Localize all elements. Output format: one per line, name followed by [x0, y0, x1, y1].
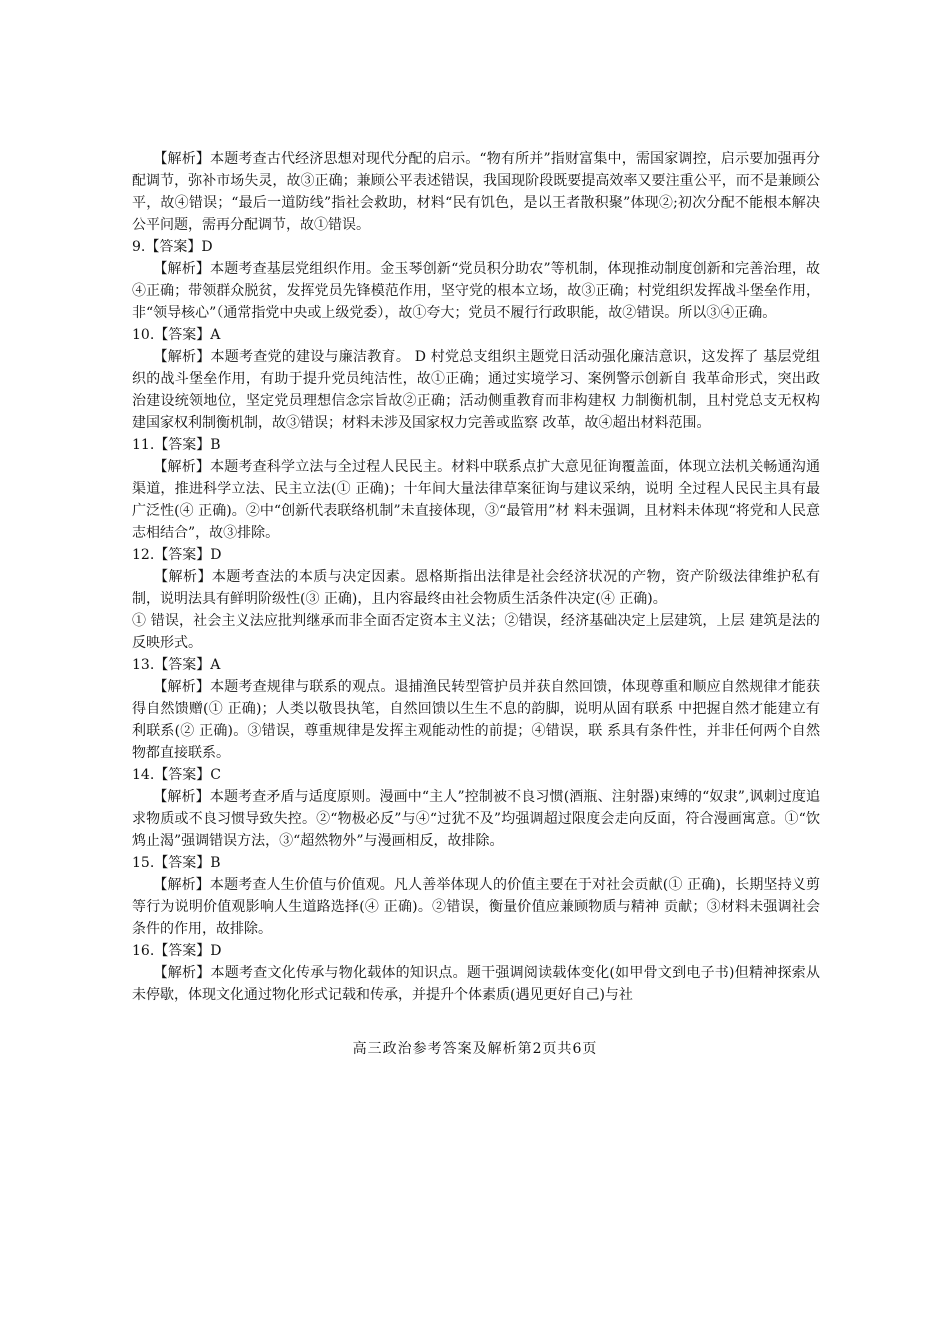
explanation-paragraph: ① 错误，社会主义法应批判继承而非全面否定资本主义法；②错误，经济基础决定上层建筑，上层 建筑是法的反映形式。 — [132, 613, 820, 651]
explanation-paragraph: 【解析】本题考查古代经济思想对现代分配的启示。“物有所并”指财富集中，需国家调控，启示要加强再分配调节，弥补市场失灵，故③正确；兼顾公平表述错误，我国现阶段既要提高效率又要注重公平，而不是兼顾公平，故④错误；“最后一道防线”指社会救助，材料“民有饥色，是以王者散积聚”体现②;初次分配不能根本解决公平问题，需再分配调节，故①错误。 — [132, 151, 820, 233]
answer-line: 15.【答案】B — [132, 855, 221, 871]
answer-line: 12.【答案】D — [132, 547, 222, 563]
answer-line: 13.【答案】A — [132, 657, 221, 673]
answer-key-content — [132, 148, 820, 1006]
explanation-paragraph: 【解析】本题考查法的本质与决定因素。恩格斯指出法律是社会经济状况的产物，资产阶级法律维护私有制，说明法具有鲜明阶级性(③ 正确)，且内容最终由社会物质生活条件决定(④ 正确)。 — [132, 569, 820, 607]
page-footer: 高三政治参考答案及解析第2页共6页 — [352, 1041, 598, 1057]
answer-line: 9.【答案】D — [132, 239, 213, 255]
answer-line: 14.【答案】C — [132, 767, 221, 783]
answer-line: 10.【答案】A — [132, 327, 221, 343]
explanation-paragraph: 【解析】本题考查科学立法与全过程人民民主。材料中联系点扩大意见征询覆盖面，体现立法机关畅通沟通渠道，推进科学立法、民主立法(① 正确)；十年间大量法律草案征询与建议采纳，说明 全过程人民民主具有最广泛性(④ 正确)。②中“创新代表联络机制”未直接体现，③“最管用”材 料未强调，且材料未体现“将党和人民意志相结合”，故③排除。 — [132, 459, 820, 541]
explanation-paragraph: 【解析】本题考查矛盾与适度原则。漫画中“主人”控制被不良习惯(酒瓶、注射器)束缚的“奴隶”,讽刺过度追求物质或不良习惯导致失控。②“物极必反”与④“过犹不及”均强调超过限度会走向反面，符合漫画寓意。①“饮鸩止渴”强调错误方法，③“超然物外”与漫画相反，故排除。 — [132, 789, 820, 849]
answer-line: 11.【答案】B — [132, 437, 221, 453]
explanation-paragraph: 【解析】本题考查基层党组织作用。金玉琴创新“党员积分助农”等机制，体现推动制度创新和完善治理，故④正确；带领群众脱贫，发挥党员先锋模范作用，坚守党的根本立场，故③正确；村党组织发挥战斗堡垒作用，非“领导核心”（通常指党中央或上级党委），故①夸大；党员不履行行政职能，故②错误。所以③④正确。 — [132, 261, 820, 321]
explanation-paragraph: 【解析】本题考查规律与联系的观点。退捕渔民转型管护员并获自然回馈，体现尊重和顺应自然规律才能获得自然馈赠(① 正确)；人类以敬畏执笔，自然回馈以生生不息的韵脚，说明从固有联系 中把握自然才能建立有利联系(② 正确)。③错误，尊重规律是发挥主观能动性的前提；④错误，联 系具有条件性，并非任何两个自然物都直接联系。 — [132, 679, 820, 761]
explanation-paragraph: 【解析】本题考查文化传承与物化载体的知识点。题干强调阅读载体变化(如甲骨文到电子书)但精神探索从未停歇，体现文化通过物化形式记载和传承，并提升个体素质(遇见更好自己)与社 — [132, 965, 820, 1003]
explanation-paragraph: 【解析】本题考查党的建设与廉洁教育。 D 村党总支组织主题党日活动强化廉洁意识，这发挥了 基层党组织的战斗堡垒作用，有助于提升党员纯洁性，故①正确；通过实境学习、案例警示创新自 我革命形式，突出政治建设统领地位，坚定党员理想信念宗旨故②正确；活动侧重教育而非构建权 力制衡机制，且村党总支无权构建国家权利制衡机制，故③错误；材料未涉及国家权力完善或监察 改革，故④超出材料范围。 — [132, 349, 820, 431]
answer-line: 16.【答案】D — [132, 943, 222, 959]
explanation-paragraph: 【解析】本题考查人生价值与价值观。凡人善举体现人的价值主要在于对社会贡献(① 正确)，长期坚持义剪等行为说明价值观影响人生道路选择(④ 正确)。②错误，衡量价值应兼顾物质与精神 贡献；③材料未强调社会条件的作用，故排除。 — [132, 877, 820, 937]
